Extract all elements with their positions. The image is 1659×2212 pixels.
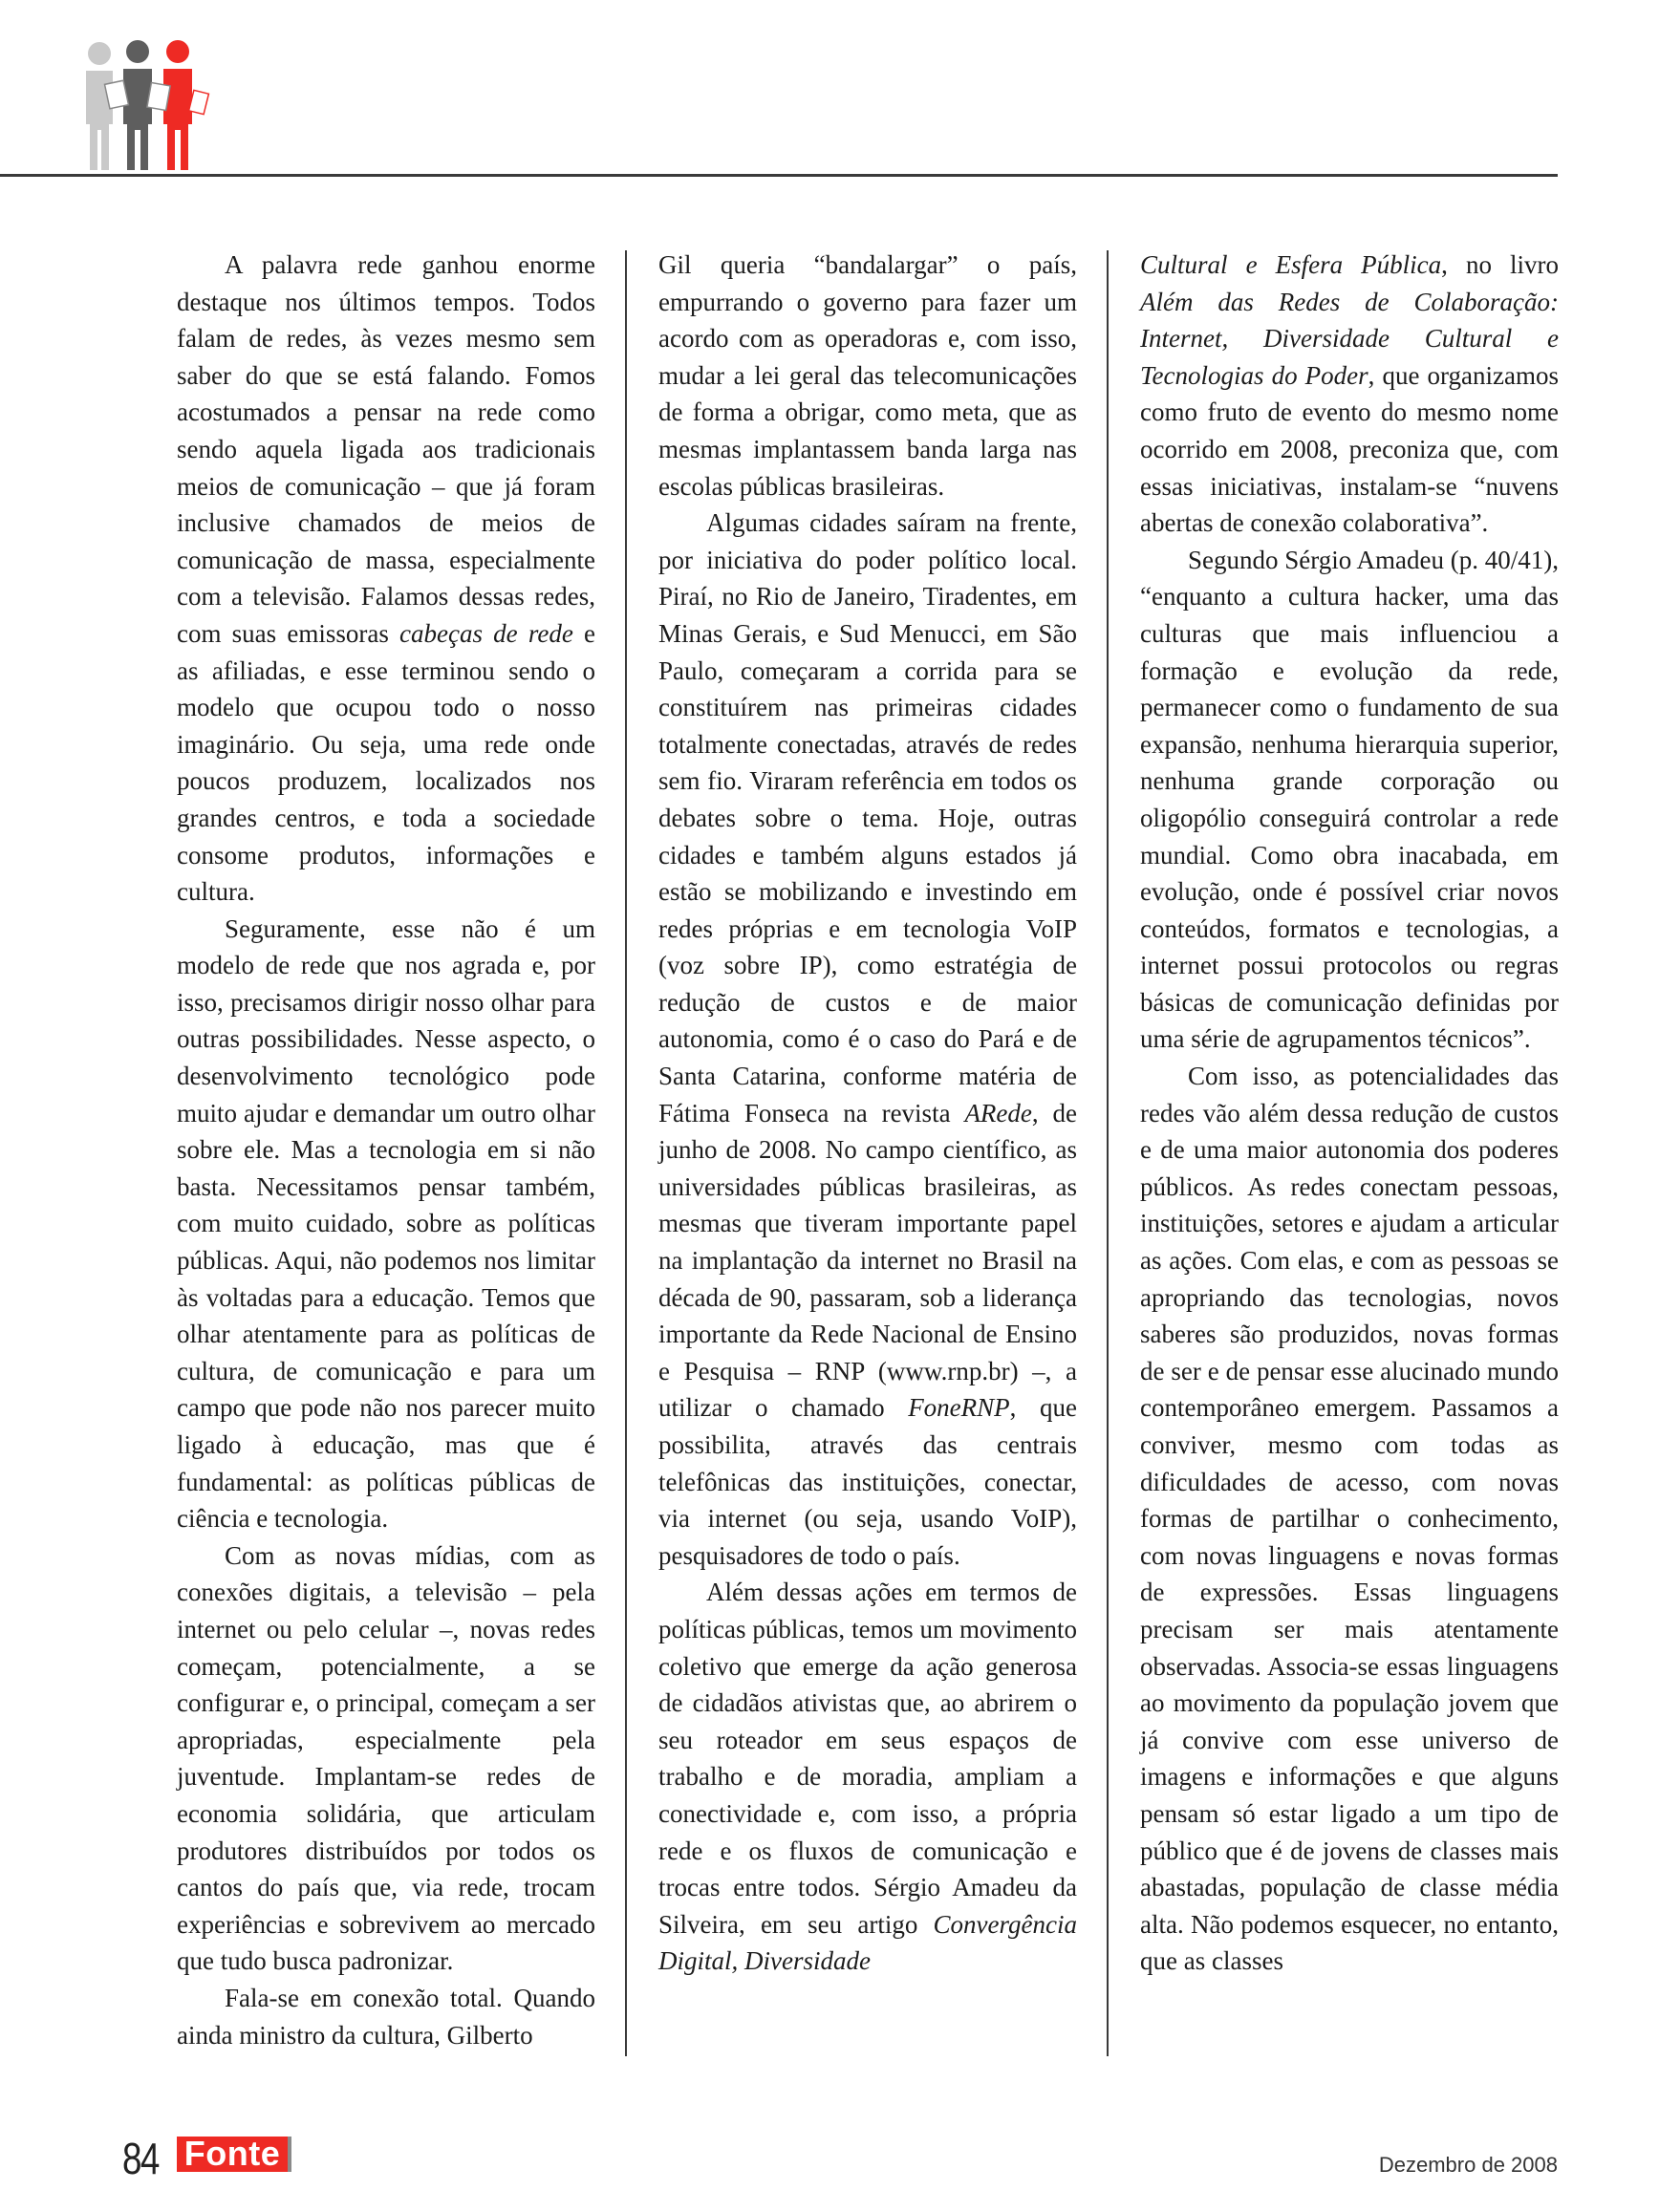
text-run: Além dessas ações em termos de políticas públicas, temos um movimento coletivo que emerge da ação generosa de cidadãos ativistas que, ao abrirem o seu roteador em seus espaços de trabalho e de moradia, ampliam a conectividade e, com isso, a própria rede e os fluxos de comunicação e trocas entre todos. Sérgio Amadeu da Silveira, em seu artigo (658, 1578, 1077, 1939)
text-run: Com as novas mídias, com as conexões digitais, a televisão – pela internet ou pelo celular –, novas redes começam, potencialmente, a se configurar e, o principal, começam a ser apropriadas, especialmente pela juventude. Implantam-se redes de economia solidária, que articulam produtores distribuídos por todos os cantos do país que, via rede, trocam experiências e sobrevivem ao mercado que tudo busca padronizar. (177, 1540, 595, 1976)
paragraph (177, 1980, 595, 2053)
paragraph (658, 505, 1077, 1574)
column-divider (1107, 250, 1109, 2056)
issue-date: Dezembro de 2008 (1378, 2153, 1558, 2177)
text-run: , que possibilita, através das centrais telefônicas das instituições, conectar, via internet (ou seja, usando VoIP), pesquisadores de todo o país. (658, 1393, 1077, 1570)
italic-text: ARede (964, 1098, 1032, 1127)
article-column-3 (1140, 247, 1559, 1980)
article-column-1 (177, 247, 595, 2053)
italic-text: Cultural e Esfera Pública (1140, 250, 1442, 279)
paragraph (658, 247, 1077, 505)
paragraph (1140, 542, 1559, 1058)
paragraph (1140, 247, 1559, 542)
text-run: Seguramente, esse não é um modelo de rede que nos agrada e, por isso, precisamos dirigir nosso olhar para outras possibilidades. Nesse aspecto, o desenvolvimento tecnológico pode muito ajudar e demandar um outro olhar sobre ele. Mas a tecnologia em si não basta. Necessitamos pensar também, com muito cuidado, sobre as políticas públicas. Aqui, não podemos nos limitar às voltadas para a educação. Temos que olhar atentamente para as políticas de cultura, de comunicação e para um campo que pode não nos parecer muito ligado à educação, mas que é fundamental: as políticas públicas de ciência e tecnologia. (177, 913, 595, 1534)
text-run: , de junho de 2008. No campo científico, as universidades públicas brasileiras, as mesmas que tiveram importante papel na implantação da internet no Brasil na década de 90, passaram, sob a liderança importante da Rede Nacional de Ensino e Pesquisa – RNP (www.rnp.br) –, a utilizar o chamado (658, 1098, 1078, 1423)
text-run: Com isso, as potencialidades das redes vão além dessa redução de custos e de uma maior autonomia dos poderes públicos. As redes conectam pessoas, instituições, setores e ajudam a articular as ações. Com elas, e com as pessoas se apropriando das tecnologias, novos saberes são produzidos, novas formas de ser e de pensar esse alucinado mundo contemporâneo emergem. Passamos a conviver, mesmo com todas as dificuldades de acesso, com novas formas de partilhar o conhecimento, com novas linguagens e novas formas de expressões. Essas linguagens precisam ser mais atentamente observadas. Associa-se essas linguagens ao movimento da população jovem que já convive com esse universo de imagens e informações e que alguns pensam só estar ligado a um tipo de público que é de jovens de classes mais abastadas, população de classe média alta. Não podemos esquecer, no entanto, que as classes (1140, 1062, 1559, 1976)
italic-text: Além das Redes de Colaboração: Internet, Diversidade Cultural e Tecnologias do Poder (1140, 287, 1559, 390)
text-run: , que organizamos como fruto de evento do mesmo nome ocorrido em 2008, preconiza que, com essas iniciativas, instalam-se “nuvens abertas de conexão colaborativa”. (1140, 360, 1560, 538)
text-run: Segundo Sérgio Amadeu (p. 40/41), “enquanto a cultura hacker, uma das culturas que mais influenciou a formação e evolução da rede, permanecer como o fundamento de sua expansão, nenhuma hierarquia superior, nenhuma grande corporação ou oligopólio conseguirá controlar a rede mundial. Como obra inacabada, em evolução, onde é possível criar novos conteúdos, formatos e tecnologias, a internet possui protocolos ou regras básicas de comunicação definidas por uma série de agrupamentos técnicos”. (1140, 545, 1559, 1054)
paragraph (177, 1537, 595, 1980)
text-run: Gil queria “bandalargar” o país, empurrando o governo para fazer um acordo com as operadoras e, com isso, mudar a lei geral das telecomunicações de forma a obrigar, como meta, que as mesmas implantassem banda larga nas escolas públicas brasileiras. (658, 250, 1077, 501)
paragraph (658, 1574, 1077, 1980)
text-run: e as afiliadas, e esse terminou sendo o modelo que ocupou todo o nosso imaginário. Ou seja, uma rede onde poucos produzem, localizados nos grandes centros, e toda a sociedade consome produtos, informações e cultura. (177, 618, 595, 907)
italic-text: FoneRNP (908, 1393, 1010, 1423)
text-run: , no livro (1441, 250, 1559, 279)
page-number: 84 (122, 2134, 159, 2183)
header-rule (0, 174, 1558, 177)
column-divider (625, 250, 627, 2056)
brand-name: Fonte (183, 2134, 281, 2173)
paragraph (177, 247, 595, 911)
italic-text: cabeças de rede (399, 618, 573, 648)
paragraph (177, 911, 595, 1537)
text-run: A palavra rede ganhou enorme destaque nos últimos tempos. Todos falam de redes, às vezes mesmo sem saber do que se está falando. Fomos acostumados a pensar na rede como sendo aquela ligada aos tradicionais meios de comunicação – que já foram inclusive chamados de meios de comunicação de massa, especialmente com a televisão. Falamos dessas redes, com suas emissoras (177, 250, 595, 648)
paragraph (1140, 1058, 1559, 1980)
article-column-2 (658, 247, 1077, 1980)
brand-logo (177, 2134, 291, 2173)
italic-text: Convergência Digital, Diversidade (658, 1909, 1077, 1976)
text-run: Algumas cidades saíram na frente, por iniciativa do poder político local. Piraí, no Rio de Janeiro, Tiradentes, em Minas Gerais, e Sud Menucci, em São Paulo, começaram a corrida para se constituírem nas primeiras cidades totalmente conectadas, através de redes sem fio. Viraram referência em todos os debates sobre o tema. Hoje, outras cidades e também alguns estados já estão se mobilizando e investindo em redes próprias e em tecnologia VoIP (voz sobre IP), como estratégia de redução de custos e de maior autonomia, como é o caso do Pará e de Santa Catarina, conforme matéria de Fátima Fonseca na revista (658, 508, 1077, 1127)
text-run: Fala-se em conexão total. Quando ainda ministro da cultura, Gilberto (177, 1983, 595, 2050)
people-figures-icon (78, 36, 222, 180)
